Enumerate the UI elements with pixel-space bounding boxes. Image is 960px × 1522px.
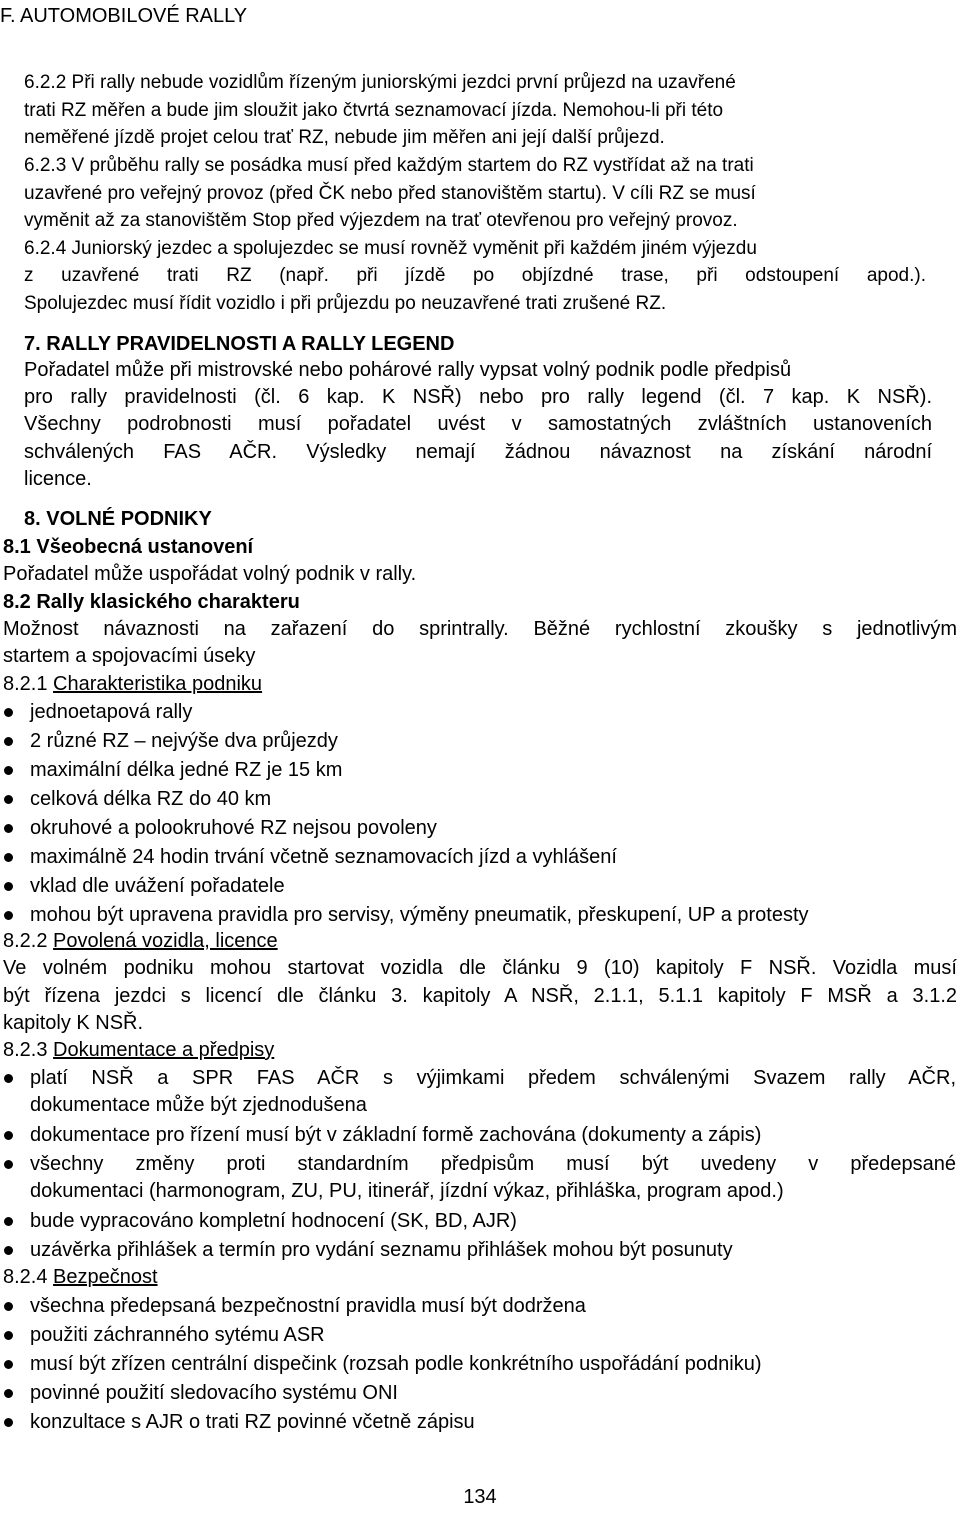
para-624-line-2: z uzavřené trati RZ (např. při jízdě po objízdné trase, při odstoupení apod.). <box>24 265 926 286</box>
bullet-icon <box>4 1217 13 1226</box>
bullet-icon <box>4 1246 13 1255</box>
list-item: bude vypracováno kompletní hodnocení (SK, BD, AJR) <box>30 1210 517 1232</box>
section-822-line-3: kapitoly K NSŘ. <box>3 1012 144 1034</box>
bullet-icon <box>4 708 13 717</box>
list-item: vklad dle uvážení pořadatele <box>30 875 285 897</box>
bullet-icon <box>4 911 13 920</box>
list-item: všechna předepsaná bezpečnostní pravidla musí být dodržena <box>30 1295 586 1317</box>
list-item: povinné použití sledovacího systému ONI <box>30 1382 398 1404</box>
list-item: konzultace s AJR o trati RZ povinné včetně zápisu <box>30 1411 475 1433</box>
section-824-heading <box>3 1264 158 1290</box>
section-822-number: 8.2.2 <box>3 930 54 952</box>
section-82-heading: 8.2 Rally klasického charakteru <box>3 591 300 613</box>
para-623-line-2: uzavřené pro veřejný provoz (před ČK nebo před stanovištěm startu). V cíli RZ se musí <box>24 183 756 204</box>
para-622-line-3: neměřené jízdě projet celou trať RZ, nebude jim měřen ani její další průjezd. <box>24 127 665 148</box>
para-622-line-2: trati RZ měřen a bude jim sloužit jako čtvrtá seznamovací jízda. Nemohou-li při této <box>24 100 724 121</box>
list-item: celková délka RZ do 40 km <box>30 788 272 810</box>
bullet-icon <box>4 882 13 891</box>
bullet-icon <box>4 1131 13 1140</box>
para-623-line-3: vyměnit až za stanovištěm Stop před výjezdem na trať otevřenou pro veřejný provoz. <box>24 210 738 231</box>
list-item: musí být zřízen centrální dispečink (rozsah podle konkrétního uspořádání podniku) <box>30 1353 762 1375</box>
section-7-heading: 7. RALLY PRAVIDELNOSTI A RALLY LEGEND <box>24 333 455 355</box>
list-item: uzávěrka přihlášek a termín pro vydání seznamu přihlášek mohou být posunuty <box>30 1239 733 1261</box>
section-821-heading <box>3 671 262 697</box>
section-7-line-2: pro rally pravidelnosti (čl. 6 kap. K NSŘ) nebo pro rally legend (čl. 7 kap. K NSŘ). <box>24 386 932 408</box>
section-82-line-1: Možnost návaznosti na zařazení do sprintrally. Běžné rychlostní zkoušky s jednotlivým <box>3 618 957 640</box>
section-821-title: Charakteristika podniku <box>53 673 263 695</box>
section-823-heading <box>3 1037 274 1063</box>
list-item-line: dokumentace může být zjednodušena <box>30 1094 367 1116</box>
section-822-line-1: Ve volném podniku mohou startovat vozidla dle článku 9 (10) kapitoly F NSŘ. Vozidla musí <box>3 957 957 979</box>
page-number: 134 <box>463 1486 497 1508</box>
bullet-icon <box>4 1074 13 1083</box>
bullet-icon <box>4 1160 13 1169</box>
list-item-line: platí NSŘ a SPR FAS AČR s výjimkami předem schválenými Svazem rally AČR, <box>30 1067 956 1089</box>
bullet-icon <box>4 824 13 833</box>
list-item-line: všechny změny proti standardním předpisům musí být uvedeny v předepsané <box>30 1153 956 1175</box>
section-7-line-5: licence. <box>24 468 92 490</box>
para-624-line-3: Spolujezdec musí řídit vozidlo i při průjezdu po neuzavřené trati zrušené RZ. <box>24 293 667 314</box>
section-822-line-2: být řízena jezdci s licencí dle článku 3. kapitoly A NSŘ, 2.1.1, 5.1.1 kapitoly F MSŘ a 3.1.2 <box>3 985 957 1007</box>
list-item-line: dokumentaci (harmonogram, ZU, PU, itinerář, jízdní výkaz, přihláška, program apod.) <box>30 1180 784 1202</box>
section-823-title: Dokumentace a předpisy <box>53 1039 275 1061</box>
section-821-number: 8.2.1 <box>3 673 54 695</box>
list-item: 2 různé RZ – nejvýše dva průjezdy <box>30 730 338 752</box>
bullet-icon <box>4 766 13 775</box>
para-622-line-1: 6.2.2 Při rally nebude vozidlům řízeným juniorskými jezdci první průjezd na uzavřené <box>24 72 736 93</box>
section-7-line-1: Pořadatel může při mistrovské nebo pohárové rally vypsat volný podnik podle předpisů <box>24 359 792 381</box>
bullet-icon <box>4 1331 13 1340</box>
list-item: mohou být upravena pravidla pro servisy, výměny pneumatik, přeskupení, UP a protesty <box>30 904 809 926</box>
section-824-number: 8.2.4 <box>3 1266 54 1288</box>
section-81-heading: 8.1 Všeobecná ustanovení <box>3 536 254 558</box>
list-item: dokumentace pro řízení musí být v základní formě zachována (dokumenty a zápis) <box>30 1124 762 1146</box>
para-624-line-1: 6.2.4 Juniorský jezdec a spolujezdec se musí rovněž vyměnit při každém jiném výjezdu <box>24 238 757 259</box>
section-823-number: 8.2.3 <box>3 1039 54 1061</box>
section-8-heading: 8. VOLNÉ PODNIKY <box>24 508 212 530</box>
section-822-heading <box>3 928 278 954</box>
section-824-title: Bezpečnost <box>53 1266 158 1288</box>
bullet-icon <box>4 1360 13 1369</box>
bullet-icon <box>4 737 13 746</box>
bullet-icon <box>4 1389 13 1398</box>
page-header: F. AUTOMOBILOVÉ RALLY <box>0 5 248 27</box>
bullet-icon <box>4 1418 13 1427</box>
list-item: použiti záchranného sytému ASR <box>30 1324 325 1346</box>
section-81-text: Pořadatel může uspořádat volný podnik v rally. <box>3 563 417 585</box>
list-item: maximální délka jedné RZ je 15 km <box>30 759 343 781</box>
section-82-line-2: startem a spojovacími úseky <box>3 645 256 667</box>
section-7-line-4: schválených FAS AČR. Výsledky nemají žádnou návaznost na získání národní <box>24 441 932 463</box>
bullet-icon <box>4 795 13 804</box>
bullet-icon <box>4 1302 13 1311</box>
section-822-title: Povolená vozidla, licence <box>53 930 278 952</box>
section-7-line-3: Všechny podrobnosti musí pořadatel uvést v samostatných zvláštních ustanoveních <box>24 413 932 435</box>
list-item: maximálně 24 hodin trvání včetně seznamovacích jízd a vyhlášení <box>30 846 617 868</box>
bullet-icon <box>4 853 13 862</box>
list-item: okruhové a polookruhové RZ nejsou povoleny <box>30 817 437 839</box>
para-623-line-1: 6.2.3 V průběhu rally se posádka musí před každým startem do RZ vystřídat až na trati <box>24 155 754 176</box>
list-item: jednoetapová rally <box>30 701 193 723</box>
